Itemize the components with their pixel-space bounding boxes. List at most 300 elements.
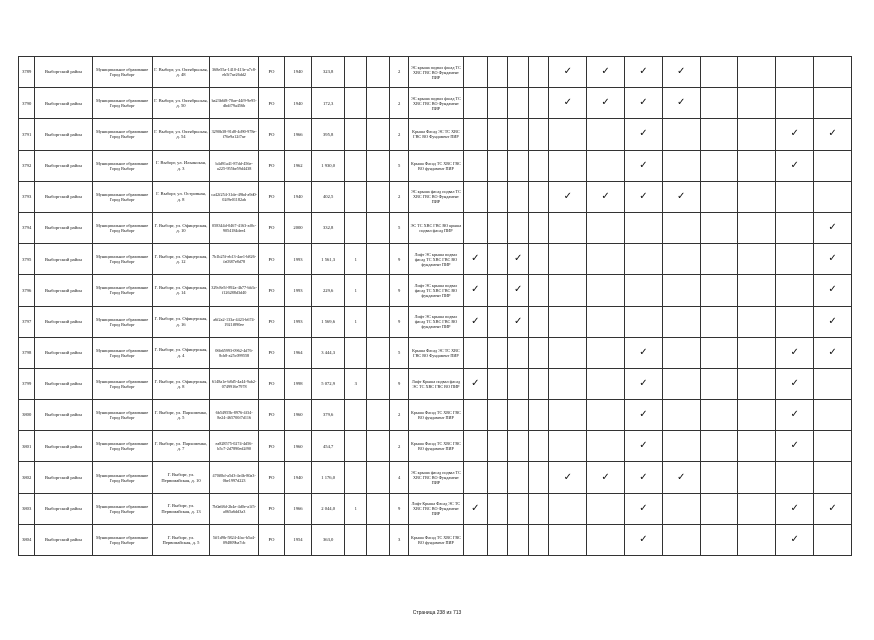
check-cell-1 xyxy=(463,150,488,181)
checkmark-icon: ✓ xyxy=(790,377,799,389)
check-cell-4 xyxy=(528,493,548,524)
floors-cell: 4 xyxy=(389,462,408,493)
check-cell-3 xyxy=(508,275,528,306)
check-cell-1 xyxy=(463,57,488,88)
check-cell-4 xyxy=(528,400,548,431)
floors-cell: 2 xyxy=(389,119,408,150)
check-cell-5 xyxy=(549,368,587,399)
check-cell-7 xyxy=(624,57,662,88)
municipality-cell: Муниципальное образование Город Выборг xyxy=(92,119,152,150)
area-cell: 332,8 xyxy=(312,212,345,243)
check-cell-3 xyxy=(508,244,528,275)
works-cell: ЭС крыша подвал фасад ТС ХВС ГВС ВО Фундамент ПИР xyxy=(409,57,463,88)
check-cell-10 xyxy=(738,88,776,119)
address-cell: Г. Выборг, ул. Первомайская, д. 10 xyxy=(152,462,209,493)
guid-cell: 3290b38-91d8-4d90-978e-f76e9a12f7ae xyxy=(210,119,259,150)
check-cell-10 xyxy=(738,493,776,524)
check-cell-11 xyxy=(776,524,814,555)
checkmark-icon: ✓ xyxy=(639,97,648,109)
guid-cell: 7b0a68d-2b4e-4d0e-a1f5-a065a6dd3a3 xyxy=(210,493,259,524)
area-cell: 1 176,0 xyxy=(312,462,345,493)
check-cell-3 xyxy=(508,462,528,493)
count-cell-b xyxy=(367,212,389,243)
district-cell: Выборгский район xyxy=(35,306,92,337)
check-cell-11 xyxy=(776,306,814,337)
check-cell-4 xyxy=(528,524,548,555)
check-cell-3 xyxy=(508,150,528,181)
municipality-cell: Муниципальное образование Город Выборг xyxy=(92,212,152,243)
count-cell-b xyxy=(367,57,389,88)
count-cell-a xyxy=(345,431,367,462)
check-cell-11 xyxy=(776,368,814,399)
check-cell-7 xyxy=(624,150,662,181)
check-cell-1 xyxy=(463,275,488,306)
check-cell-5 xyxy=(549,212,587,243)
check-cell-2 xyxy=(488,337,508,368)
check-cell-3 xyxy=(508,57,528,88)
count-cell-b xyxy=(367,181,389,212)
check-cell-7 xyxy=(624,181,662,212)
check-cell-7 xyxy=(624,306,662,337)
type-cell: РО xyxy=(259,431,285,462)
check-cell-4 xyxy=(528,275,548,306)
area-cell: 172,3 xyxy=(312,88,345,119)
check-cell-10 xyxy=(738,181,776,212)
guid-cell: a6f2a2-133a-4423-b674-1921f890ee xyxy=(210,306,259,337)
works-cell: Крыша Фасад ЭС ТС ХВС ГВС ВО Фундамент ПИР xyxy=(409,119,463,150)
check-cell-9 xyxy=(700,493,738,524)
checkmark-icon: ✓ xyxy=(601,66,610,78)
check-cell-4 xyxy=(528,431,548,462)
area-cell: 395,8 xyxy=(312,119,345,150)
area-cell: 363,0 xyxy=(312,524,345,555)
district-cell: Выборгский район xyxy=(35,212,92,243)
address-cell: Г. Выборг, ул. Офицерская, д. 4 xyxy=(152,337,209,368)
check-cell-10 xyxy=(738,306,776,337)
page-footer: Страница 238 из 713 xyxy=(412,610,462,616)
table-row xyxy=(19,524,852,555)
table-row xyxy=(19,119,852,150)
check-cell-12 xyxy=(814,368,852,399)
checkmark-icon: ✓ xyxy=(790,533,799,545)
year-cell: 1964 xyxy=(284,337,312,368)
check-cell-4 xyxy=(528,462,548,493)
table-row xyxy=(19,368,852,399)
works-cell: ЭС крыша подвал фасад ТС ХВС ГВС ВО Фундамент ПИР xyxy=(409,88,463,119)
floors-cell: 2 xyxy=(389,88,408,119)
check-cell-1 xyxy=(463,88,488,119)
area-cell: 379,6 xyxy=(312,400,345,431)
floors-cell: 9 xyxy=(389,275,408,306)
check-cell-6 xyxy=(587,493,625,524)
type-cell: РО xyxy=(259,212,285,243)
table-row xyxy=(19,462,852,493)
district-cell: Выборгский район xyxy=(35,275,92,306)
check-cell-12 xyxy=(814,493,852,524)
checkmark-icon: ✓ xyxy=(828,315,837,327)
check-cell-5 xyxy=(549,181,587,212)
district-cell: Выборгский район xyxy=(35,181,92,212)
count-cell-a xyxy=(345,462,367,493)
check-cell-2 xyxy=(488,462,508,493)
check-cell-11 xyxy=(776,150,814,181)
row-number: 3799 xyxy=(19,368,35,399)
check-cell-7 xyxy=(624,119,662,150)
count-cell-b xyxy=(367,368,389,399)
floors-cell: 2 xyxy=(389,57,408,88)
check-cell-7 xyxy=(624,212,662,243)
check-cell-8 xyxy=(662,212,700,243)
checkmark-icon: ✓ xyxy=(828,253,837,265)
works-cell: Лифт ЭС крыша подвал фасад ТС ХВС ГВС ВО фундамент ПИР xyxy=(409,244,463,275)
check-cell-2 xyxy=(488,275,508,306)
check-cell-10 xyxy=(738,275,776,306)
check-cell-7 xyxy=(624,275,662,306)
year-cell: 1960 xyxy=(284,431,312,462)
check-cell-10 xyxy=(738,119,776,150)
check-cell-4 xyxy=(528,57,548,88)
guid-cell: 5ff1d9b-5824-4fac-b5a4-094809ba7cb xyxy=(210,524,259,555)
check-cell-12 xyxy=(814,400,852,431)
count-cell-a: 1 xyxy=(345,493,367,524)
type-cell: РО xyxy=(259,244,285,275)
check-cell-10 xyxy=(738,150,776,181)
buildings-table xyxy=(18,56,852,556)
address-cell: Г. Выборг, ул. Первомайская, д. 13 xyxy=(152,493,209,524)
checkmark-icon: ✓ xyxy=(563,66,572,78)
count-cell-a: 1 xyxy=(345,244,367,275)
address-cell: Г. Выборг, ул. Офицерская, д. 8 xyxy=(152,368,209,399)
checkmark-icon: ✓ xyxy=(828,346,837,358)
address-cell: Г. Выборг, ул. Пархоменко, д. 7 xyxy=(152,431,209,462)
check-cell-5 xyxy=(549,119,587,150)
floors-cell: 9 xyxy=(389,368,408,399)
check-cell-9 xyxy=(700,337,738,368)
address-cell: Г. Выборг, ул. Островная, д. 8 xyxy=(152,181,209,212)
checkmark-icon: ✓ xyxy=(639,409,648,421)
check-cell-6 xyxy=(587,431,625,462)
checkmark-icon: ✓ xyxy=(514,253,523,265)
check-cell-2 xyxy=(488,400,508,431)
type-cell: РО xyxy=(259,57,285,88)
checkmark-icon: ✓ xyxy=(563,190,572,202)
checkmark-icon: ✓ xyxy=(790,502,799,514)
type-cell: РО xyxy=(259,493,285,524)
area-cell: 229,6 xyxy=(312,275,345,306)
check-cell-6 xyxy=(587,57,625,88)
check-cell-12 xyxy=(814,57,852,88)
check-cell-9 xyxy=(700,431,738,462)
district-cell: Выборгский район xyxy=(35,368,92,399)
check-cell-9 xyxy=(700,88,738,119)
check-cell-8 xyxy=(662,181,700,212)
table-row xyxy=(19,181,852,212)
check-cell-11 xyxy=(776,244,814,275)
floors-cell: 3 xyxy=(389,524,408,555)
check-cell-4 xyxy=(528,119,548,150)
count-cell-a xyxy=(345,337,367,368)
checkmark-icon: ✓ xyxy=(677,471,686,483)
works-cell: ЭС крыша фасад подвал ТС ХВС ГВС ВО Фундамент ПИР xyxy=(409,181,463,212)
count-cell-b xyxy=(367,524,389,555)
check-cell-1 xyxy=(463,368,488,399)
checkmark-icon: ✓ xyxy=(639,66,648,78)
check-cell-11 xyxy=(776,431,814,462)
type-cell: РО xyxy=(259,119,285,150)
check-cell-3 xyxy=(508,212,528,243)
table-row xyxy=(19,400,852,431)
check-cell-11 xyxy=(776,57,814,88)
area-cell: 1 569,6 xyxy=(312,306,345,337)
check-cell-1 xyxy=(463,181,488,212)
works-cell: Крыша Фасад ТС ХВС ГВС ВО фундамент ПИР xyxy=(409,150,463,181)
check-cell-1 xyxy=(463,212,488,243)
year-cell: 1993 xyxy=(284,306,312,337)
table-row xyxy=(19,57,852,88)
check-cell-7 xyxy=(624,493,662,524)
check-cell-11 xyxy=(776,493,814,524)
floors-cell: 2 xyxy=(389,181,408,212)
check-cell-12 xyxy=(814,431,852,462)
district-cell: Выборгский район xyxy=(35,88,92,119)
check-cell-9 xyxy=(700,368,738,399)
check-cell-7 xyxy=(624,524,662,555)
municipality-cell: Муниципальное образование Город Выборг xyxy=(92,244,152,275)
check-cell-4 xyxy=(528,244,548,275)
check-cell-8 xyxy=(662,119,700,150)
check-cell-6 xyxy=(587,119,625,150)
checkmark-icon: ✓ xyxy=(790,440,799,452)
year-cell: 1993 xyxy=(284,275,312,306)
check-cell-7 xyxy=(624,462,662,493)
count-cell-b xyxy=(367,337,389,368)
guid-cell: 06b65993-0962-4d76-8cb8-a25c099558 xyxy=(210,337,259,368)
year-cell: 1940 xyxy=(284,181,312,212)
address-cell: Г. Выборг, ул. Ильинская, д. 3 xyxy=(152,150,209,181)
address-cell: Г. Выборг, ул. Октябрьская, д. 50 xyxy=(152,88,209,119)
area-cell: 1 561,3 xyxy=(312,244,345,275)
municipality-cell: Муниципальное образование Город Выборг xyxy=(92,150,152,181)
works-cell: Крыша Фасад ТС ХВС ГВС ВО фундамент ПИР xyxy=(409,431,463,462)
floors-cell: 9 xyxy=(389,306,408,337)
guid-cell: ca42f254-31de-49bd-a9d0-02f9e01182ab xyxy=(210,181,259,212)
check-cell-9 xyxy=(700,400,738,431)
check-cell-9 xyxy=(700,57,738,88)
year-cell: 1966 xyxy=(284,119,312,150)
type-cell: РО xyxy=(259,150,285,181)
check-cell-8 xyxy=(662,244,700,275)
check-cell-2 xyxy=(488,119,508,150)
check-cell-10 xyxy=(738,337,776,368)
check-cell-6 xyxy=(587,212,625,243)
table-row xyxy=(19,306,852,337)
check-cell-10 xyxy=(738,57,776,88)
check-cell-8 xyxy=(662,88,700,119)
works-cell: Лифт Крыша подвал фасад ЭС ТС ХВС ГВС ВО ПИР xyxy=(409,368,463,399)
checkmark-icon: ✓ xyxy=(639,471,648,483)
check-cell-5 xyxy=(549,244,587,275)
type-cell: РО xyxy=(259,306,285,337)
floors-cell: 5 xyxy=(389,337,408,368)
check-cell-6 xyxy=(587,88,625,119)
row-number: 3804 xyxy=(19,524,35,555)
year-cell: 1954 xyxy=(284,524,312,555)
checkmark-icon: ✓ xyxy=(639,128,648,140)
check-cell-10 xyxy=(738,368,776,399)
floors-cell: 5 xyxy=(389,150,408,181)
check-cell-12 xyxy=(814,244,852,275)
check-cell-11 xyxy=(776,462,814,493)
check-cell-6 xyxy=(587,306,625,337)
count-cell-b xyxy=(367,493,389,524)
count-cell-a: 1 xyxy=(345,306,367,337)
check-cell-9 xyxy=(700,150,738,181)
check-cell-8 xyxy=(662,400,700,431)
guid-cell: 329c8e5f-892a-4b77-bb3c-f126288d3d40 xyxy=(210,275,259,306)
check-cell-4 xyxy=(528,337,548,368)
check-cell-8 xyxy=(662,462,700,493)
check-cell-10 xyxy=(738,462,776,493)
count-cell-b xyxy=(367,119,389,150)
checkmark-icon: ✓ xyxy=(790,409,799,421)
checkmark-icon: ✓ xyxy=(828,284,837,296)
type-cell: РО xyxy=(259,181,285,212)
row-number: 3795 xyxy=(19,244,35,275)
address-cell: Г. Выборг, ул. Пархоменко, д. 5 xyxy=(152,400,209,431)
check-cell-2 xyxy=(488,212,508,243)
check-cell-11 xyxy=(776,337,814,368)
check-cell-12 xyxy=(814,306,852,337)
check-cell-6 xyxy=(587,275,625,306)
row-number: 3794 xyxy=(19,212,35,243)
check-cell-12 xyxy=(814,88,852,119)
check-cell-10 xyxy=(738,244,776,275)
checkmark-icon: ✓ xyxy=(471,253,480,265)
year-cell: 1962 xyxy=(284,150,312,181)
check-cell-12 xyxy=(814,462,852,493)
check-cell-2 xyxy=(488,244,508,275)
check-cell-4 xyxy=(528,212,548,243)
row-number: 3796 xyxy=(19,275,35,306)
type-cell: РО xyxy=(259,524,285,555)
table-row xyxy=(19,431,852,462)
municipality-cell: Муниципальное образование Город Выборг xyxy=(92,400,152,431)
floors-cell: 9 xyxy=(389,493,408,524)
checkmark-icon: ✓ xyxy=(790,159,799,171)
year-cell: 2000 xyxy=(284,212,312,243)
year-cell: 1993 xyxy=(284,244,312,275)
year-cell: 1966 xyxy=(284,493,312,524)
municipality-cell: Муниципальное образование Город Выборг xyxy=(92,431,152,462)
checkmark-icon: ✓ xyxy=(601,190,610,202)
row-number: 3797 xyxy=(19,306,35,337)
district-cell: Выборгский район xyxy=(35,337,92,368)
check-cell-3 xyxy=(508,431,528,462)
works-cell: Крыша Фасад ТС ХВС ГВС ВО фундамент ПИР xyxy=(409,400,463,431)
check-cell-12 xyxy=(814,150,852,181)
check-cell-9 xyxy=(700,181,738,212)
check-cell-2 xyxy=(488,306,508,337)
count-cell-b xyxy=(367,275,389,306)
year-cell: 1940 xyxy=(284,88,312,119)
check-cell-1 xyxy=(463,524,488,555)
check-cell-3 xyxy=(508,181,528,212)
check-cell-11 xyxy=(776,88,814,119)
check-cell-5 xyxy=(549,462,587,493)
check-cell-7 xyxy=(624,400,662,431)
checkmark-icon: ✓ xyxy=(677,190,686,202)
check-cell-12 xyxy=(814,275,852,306)
works-cell: Крыша Фасад ЭС ТС ХВС ГВС ВО Фундамент ПИР xyxy=(409,337,463,368)
address-cell: Г. Выборг, ул. Офицерская, д. 10 xyxy=(152,212,209,243)
type-cell: РО xyxy=(259,462,285,493)
check-cell-9 xyxy=(700,524,738,555)
guid-cell: 368e55a-1410-413e-a7c8-eb5f7ae26dd2 xyxy=(210,57,259,88)
checkmark-icon: ✓ xyxy=(639,440,648,452)
check-cell-4 xyxy=(528,306,548,337)
check-cell-3 xyxy=(508,493,528,524)
works-cell: Лифт Крыша Фасад ЭС ТС ХВС ГВС ВО Фундамент ПИР xyxy=(409,493,463,524)
check-cell-12 xyxy=(814,524,852,555)
check-cell-11 xyxy=(776,275,814,306)
district-cell: Выборгский район xyxy=(35,150,92,181)
address-cell: Г. Выборг, ул. Первомайская, д. 5 xyxy=(152,524,209,555)
guid-cell: 470f0bf-a5d3-4e4b-80a3-0be1997d223 xyxy=(210,462,259,493)
check-cell-8 xyxy=(662,493,700,524)
works-cell: ЭС крыша фасад подвал ТС ХВС ГВС ВО Фундамент ПИР xyxy=(409,462,463,493)
check-cell-3 xyxy=(508,524,528,555)
checkmark-icon: ✓ xyxy=(601,97,610,109)
checkmark-icon: ✓ xyxy=(639,533,648,545)
checkmark-icon: ✓ xyxy=(601,471,610,483)
count-cell-a xyxy=(345,400,367,431)
year-cell: 1998 xyxy=(284,368,312,399)
works-cell: Крыша Фасад ТС ХВС ГВС ВО фундамент ПИР xyxy=(409,524,463,555)
checkmark-icon: ✓ xyxy=(471,284,480,296)
check-cell-6 xyxy=(587,150,625,181)
check-cell-4 xyxy=(528,181,548,212)
check-cell-9 xyxy=(700,275,738,306)
floors-cell: 5 xyxy=(389,212,408,243)
check-cell-5 xyxy=(549,524,587,555)
check-cell-5 xyxy=(549,306,587,337)
check-cell-2 xyxy=(488,524,508,555)
count-cell-a xyxy=(345,212,367,243)
count-cell-a: 3 xyxy=(345,368,367,399)
check-cell-5 xyxy=(549,431,587,462)
row-number: 3789 xyxy=(19,57,35,88)
check-cell-9 xyxy=(700,244,738,275)
checkmark-icon: ✓ xyxy=(514,284,523,296)
floors-cell: 2 xyxy=(389,431,408,462)
check-cell-5 xyxy=(549,57,587,88)
municipality-cell: Муниципальное образование Город Выборг xyxy=(92,57,152,88)
checkmark-icon: ✓ xyxy=(828,128,837,140)
check-cell-1 xyxy=(463,337,488,368)
check-cell-10 xyxy=(738,524,776,555)
year-cell: 1940 xyxy=(284,462,312,493)
check-cell-2 xyxy=(488,88,508,119)
municipality-cell: Муниципальное образование Город Выборг xyxy=(92,337,152,368)
table-row xyxy=(19,493,852,524)
check-cell-3 xyxy=(508,400,528,431)
checkmark-icon: ✓ xyxy=(563,471,572,483)
municipality-cell: Муниципальное образование Город Выборг xyxy=(92,493,152,524)
row-number: 3803 xyxy=(19,493,35,524)
check-cell-3 xyxy=(508,368,528,399)
check-cell-4 xyxy=(528,150,548,181)
count-cell-a: 1 xyxy=(345,275,367,306)
